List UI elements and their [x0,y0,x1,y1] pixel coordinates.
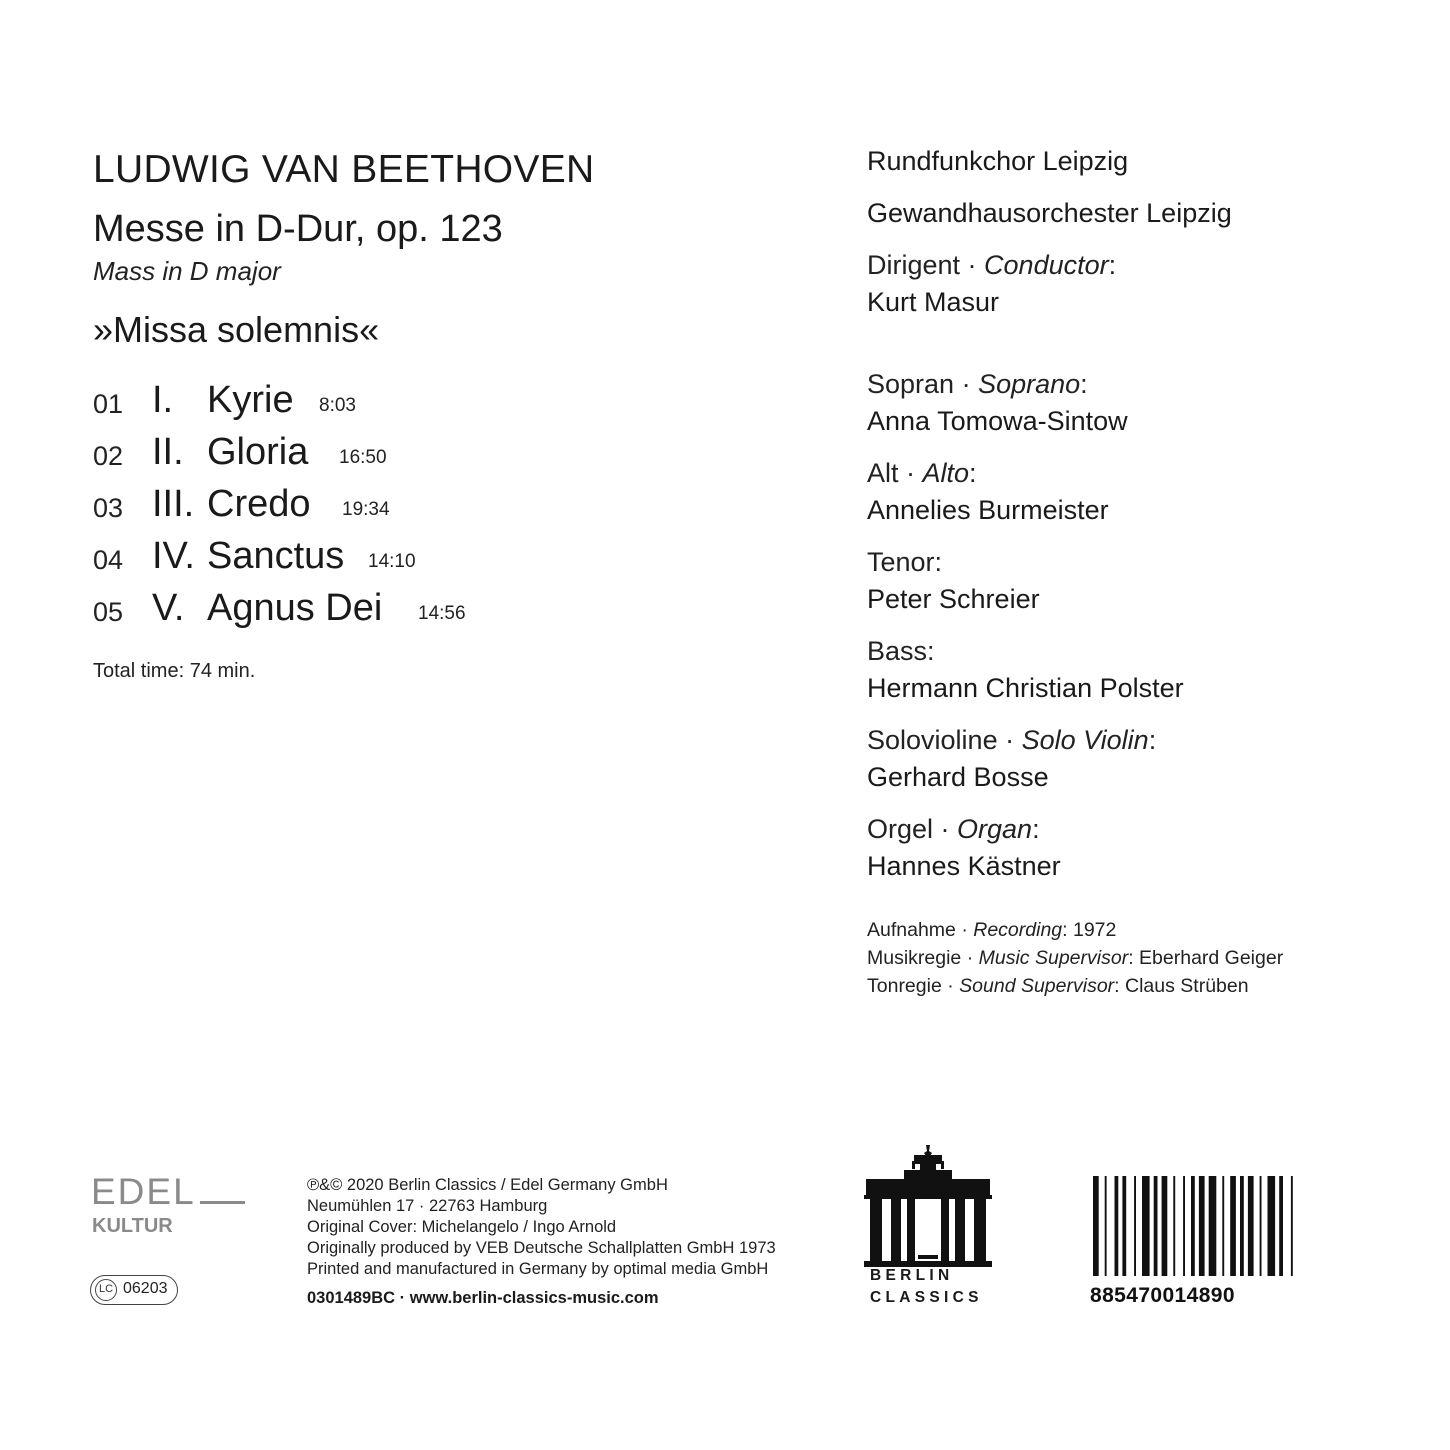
performer-role: Alt · Alto: [867,458,977,488]
barcode-bar [1230,1176,1236,1276]
barcode-bar [1191,1176,1195,1276]
catalog-and-website: 0301489BC · www.berlin-classics-music.com [307,1289,659,1307]
berlin-wordmark: BERLIN [870,1267,954,1284]
credit-line: Aufnahme · Recording: 1972 [867,919,1117,941]
performer-role: Dirigent · Conductor: [867,250,1117,280]
choir-name: Rundfunkchor Leipzig [867,146,1129,176]
performer-name: Hannes Kästner [867,851,1061,881]
label-code-badge [90,1275,178,1305]
composer-name: LUDWIG VAN BEETHOVEN [93,148,595,191]
barcode-bar [1173,1176,1175,1276]
kultur-wordmark: KULTUR [92,1215,173,1237]
barcode-bar [1105,1176,1107,1276]
barcode-bar [1222,1176,1224,1276]
track-duration: 14:56 [418,603,466,624]
track-title: Credo [207,483,311,525]
credit-line: Tonregie · Sound Supervisor: Claus Strüben [867,975,1249,997]
track-movement-numeral: I. [152,379,174,421]
lc-mark: LC [95,1279,117,1301]
barcode-bar [1093,1176,1099,1276]
barcode-number: 885470014890 [1090,1284,1235,1307]
barcode-bar [1154,1176,1158,1276]
barcode [1093,1176,1345,1276]
performer-role: Sopran · Soprano: [867,369,1088,399]
edel-wordmark: EDEL [91,1172,196,1212]
track-title: Gloria [207,431,309,473]
barcode-bar [1260,1176,1262,1276]
legal-line: ℗&© 2020 Berlin Classics / Edel Germany GmbH [307,1176,668,1194]
barcode-bar [1248,1176,1254,1276]
track-movement-numeral: II. [152,431,184,473]
barcode-bar [1199,1176,1205,1276]
barcode-bars [1093,1176,1345,1276]
track-number: 05 [93,597,124,627]
track-duration: 19:34 [342,499,390,520]
work-subtitle: Mass in D major [93,256,281,286]
track-movement-numeral: III. [152,483,195,525]
performer-name: Hermann Christian Polster [867,673,1184,703]
barcode-bar [1115,1176,1119,1276]
barcode-bar [1183,1176,1185,1276]
performer-name: Anna Tomowa-Sintow [867,406,1128,436]
berlin-classics-logo [862,1143,994,1313]
barcode-bar [1162,1176,1168,1276]
performer-name: Peter Schreier [867,584,1040,614]
edel-kultur-logo [90,1172,250,1243]
legal-line: Neumühlen 17 · 22763 Hamburg [307,1197,548,1215]
track-number: 04 [93,545,124,575]
performer-name: Annelies Burmeister [867,495,1109,525]
performer-role: Bass: [867,636,935,666]
performer-name: Gerhard Bosse [867,762,1049,792]
track-duration: 14:10 [368,551,416,572]
brandenburg-gate-icon [862,1143,994,1268]
barcode-bar [1134,1176,1136,1276]
track-title: Sanctus [207,535,345,577]
barcode-bar [1142,1176,1150,1276]
classics-wordmark: CLASSICS [870,1289,983,1306]
work-title: Messe in D-Dur, op. 123 [93,208,503,250]
credit-line: Musikregie · Music Supervisor: Eberhard Geiger [867,947,1284,969]
track-number: 02 [93,441,124,471]
performer-name: Kurt Masur [867,287,1000,317]
lc-number: 06203 [123,1280,168,1297]
track-title: Kyrie [207,379,294,421]
total-time: Total time: 74 min. [93,660,256,682]
work-nickname: »Missa solemnis« [93,309,380,350]
barcode-bar [1291,1176,1293,1276]
track-duration: 16:50 [339,447,387,468]
track-duration: 8:03 [319,395,356,416]
track-title: Agnus Dei [207,587,383,629]
barcode-bar [1240,1176,1244,1276]
track-number: 01 [93,389,124,419]
performer-role: Orgel · Organ: [867,814,1040,844]
performer-role: Tenor: [867,547,943,577]
barcode-bar [1122,1176,1126,1276]
legal-line: Original Cover: Michelangelo / Ingo Arnold [307,1218,617,1236]
track-movement-numeral: V. [152,587,185,629]
barcode-bar [1268,1176,1276,1276]
orchestra-name: Gewandhausorchester Leipzig [867,198,1232,228]
performer-role: Solovioline · Solo Violin: [867,725,1157,755]
legal-line: Originally produced by VEB Deutsche Schallplatten GmbH 1973 [307,1239,776,1257]
barcode-bar [1279,1176,1283,1276]
track-movement-numeral: IV. [152,535,195,577]
legal-line: Printed and manufactured in Germany by optimal media GmbH [307,1260,769,1278]
track-number: 03 [93,493,124,523]
barcode-bar [1209,1176,1217,1276]
